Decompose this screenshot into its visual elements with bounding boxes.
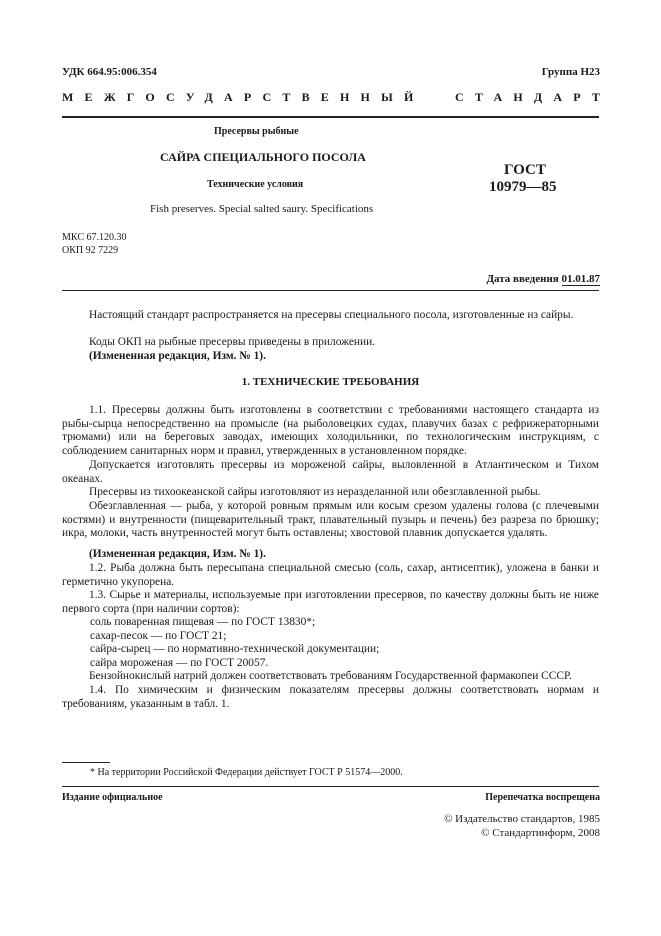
footnote-rule <box>62 762 110 763</box>
clause-1-1: 1.1. Пресервы должны быть изготовлены в соответствии с требованиями настоящего стандарта из рыбы-сырца непосредственно на промысле (на рыболовецких судах, плавучих базах с рефрижераторными трюмами) или на береговых заводах, имеющих холодильники, по технологическим инструкциям, с соблюдением санитарных норм и правил, утвержденных в установленном порядке. <box>62 404 599 457</box>
sodium-benzoate-paragraph: Бензойнокислый натрий должен соответствовать требованиям Государственной фармакопеи СССР. <box>89 670 572 682</box>
document-subtitle: Технические условия <box>207 179 304 190</box>
okp-code: ОКП 92 7229 <box>62 245 119 256</box>
material-list-item: соль поваренная пищевая — по ГОСТ 13830*; <box>90 616 316 628</box>
mks-code: МКС 67.120.30 <box>62 232 127 243</box>
date-rule <box>62 290 599 291</box>
header-rule <box>62 116 599 118</box>
intro-amendment: (Измененная редакция, Изм. № 1). <box>89 350 266 362</box>
reprint-prohibited: Перепечатка воспрещена <box>485 792 600 803</box>
group-code: Группа Н23 <box>541 66 600 78</box>
clause-1-3: 1.3. Сырье и материалы, используемые при изготовлении пресервов, по качеству должны быть не ниже первого сорта (при наличии сортов): <box>62 589 599 615</box>
gost-number: 10979—85 <box>489 179 557 195</box>
material-list-item: сахар-песок — по ГОСТ 21; <box>90 630 227 642</box>
clause-1-1-headless: Обезглавленная — рыба, у которой ровным прямым или косым срезом удалены голова (с плечевыми костями) и внутренности (пищеварительный тракт, плавательный пузырь и печень) без разреза по брюшку; икра, молоки, часть внутренностей могут быть оставлены; хвостовой плавник допускается удалять. <box>62 500 599 540</box>
udk-code: УДК 664.95:006.354 <box>62 66 157 78</box>
banner-interstate: МЕЖГОСУДАРСТВЕННЫЙ <box>62 90 425 104</box>
okp-codes-paragraph: Коды ОКП на рыбные пресервы приведены в приложении. <box>89 336 376 348</box>
clause-1-4: 1.4. По химическим и физическим показателям пресервы должны соответствовать нормам и требованиям, указанным в табл. 1. <box>62 684 599 710</box>
product-category: Пресервы рыбные <box>214 126 299 137</box>
copyright-2008: © Стандартинформ, 2008 <box>481 827 600 839</box>
copyright-1985: © Издательство стандартов, 1985 <box>444 813 600 825</box>
intro-paragraph: Настоящий стандарт распространяется на пресервы специального посола, изготовленные из сайры. <box>89 309 574 321</box>
material-list-item: сайра-сырец — по нормативно-технической документации; <box>90 643 380 655</box>
material-list-item: сайра мороженая — по ГОСТ 20057. <box>90 657 269 669</box>
clause-1-1-amendment: (Измененная редакция, Изм. № 1). <box>89 548 266 560</box>
document-title: САЙРА СПЕЦИАЛЬНОГО ПОСОЛА <box>160 150 366 164</box>
footnote: * На территории Российской Федерации действует ГОСТ Р 51574—2000. <box>90 767 403 778</box>
banner-standard: СТАНДАРТ <box>455 90 612 104</box>
official-edition: Издание официальное <box>62 792 163 803</box>
clause-1-1-frozen: Допускается изготовлять пресервы из мороженой сайры, выловленной в Атлантическом и Тихом океанах. <box>62 459 599 485</box>
intro-date <box>486 273 600 285</box>
clause-1-1-pacific: Пресервы из тихоокеанской сайры изготовляют из неразделанной или обезглавленной рыбы. <box>89 486 541 498</box>
section-heading: 1. ТЕХНИЧЕСКИЕ ТРЕБОВАНИЯ <box>241 376 420 388</box>
clause-1-2: 1.2. Рыба должна быть пересыпана специальной смесью (соль, сахар, антисептик), уложена в банки и герметично укупорена. <box>62 562 599 588</box>
intro-date-value: 01.01.87 <box>561 273 600 285</box>
intro-date-label: Дата введения <box>486 273 559 285</box>
english-title: Fish preserves. Special salted saury. Specifications <box>150 203 374 215</box>
gost-label: ГОСТ <box>504 162 546 178</box>
footer-rule <box>62 786 599 787</box>
